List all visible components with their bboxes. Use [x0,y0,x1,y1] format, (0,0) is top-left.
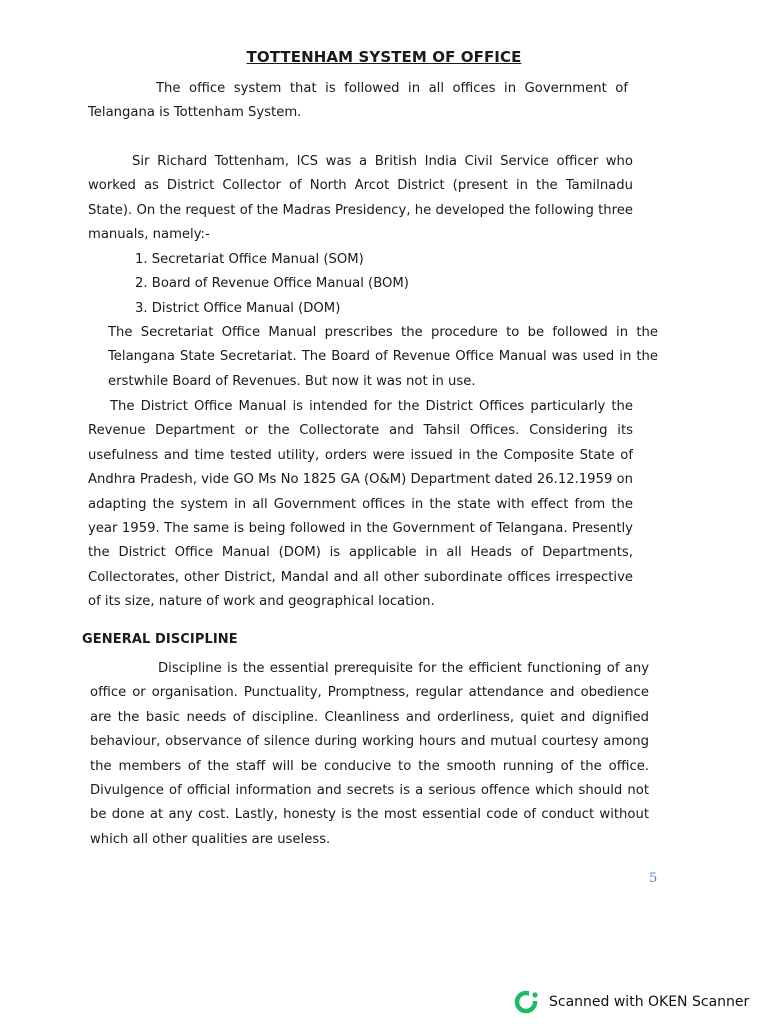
intro-text: The office system that is followed in all offices in Government of Telangana is Tottenham System. [88,81,628,121]
section-heading: GENERAL DISCIPLINE [82,632,238,647]
list-item: 1. Secretariat Office Manual (SOM) [135,252,364,267]
history-text: Sir Richard Tottenham, ICS was a British India Civil Service officer who worked as District Collector of North Arcot District (present in the Tamilnadu State). On the request of the Madras Presidency, he developed the following three manuals, namely:- [88,154,633,243]
som-paragraph [108,321,658,394]
history-paragraph [88,150,633,248]
dom-paragraph [88,395,633,615]
scanner-watermark-text: Scanned with OKEN Scanner [549,994,750,1010]
oken-scanner-logo-icon [514,989,540,1015]
som-text: The Secretariat Office Manual prescribes the procedure to be followed in the Telangana State Secretariat. The Board of Revenue Office Manual was used in the erstwhile Board of Revenues. But now it was not in use. [108,325,658,389]
list-item: 2. Board of Revenue Office Manual (BOM) [135,276,409,292]
scanner-watermark [514,989,749,1015]
discipline-text: Discipline is the essential prerequisite for the efficient functioning of any office or organisation. Punctuality, Promptness, regular attendance and obedience are the basic needs of discipline. Cleanliness and orderliness, quiet and dignified behaviour, observance of silence during working hours and mutual courtesy among the members of the staff will be conducive to the smooth running of the office. Divulgence of official information and secrets is a serious offence which should not be done at any cost. Lastly, honesty is the most essential code of conduct without which all other qualities are useless. [90,661,649,847]
intro-paragraph [88,77,628,126]
list-item: 3. District Office Manual (DOM) [135,300,341,316]
discipline-paragraph [90,657,649,852]
manuals-list [135,248,409,321]
dom-text: The District Office Manual is intended for the District Offices particularly the Revenue Department or the Collectorate and Tahsil Offices. Considering its usefulness and time tested utility, orders were issued in the Composite State of Andhra Pradesh, vide GO Ms No 1825 GA (O&M) Department dated 26.12.1959 on adapting the system in all Government offices in the state with effect from the year 1959. The same is being followed in the Government of Telangana. Presently the District Office Manual (DOM) is applicable in all Heads of Departments, Collectorates, other District, Mandal and all other subordinate offices irrespective of its size, nature of work and geographical location. [88,399,633,610]
page-number: 5 [649,871,658,886]
page-title: TOTTENHAM SYSTEM OF OFFICE [246,48,522,66]
